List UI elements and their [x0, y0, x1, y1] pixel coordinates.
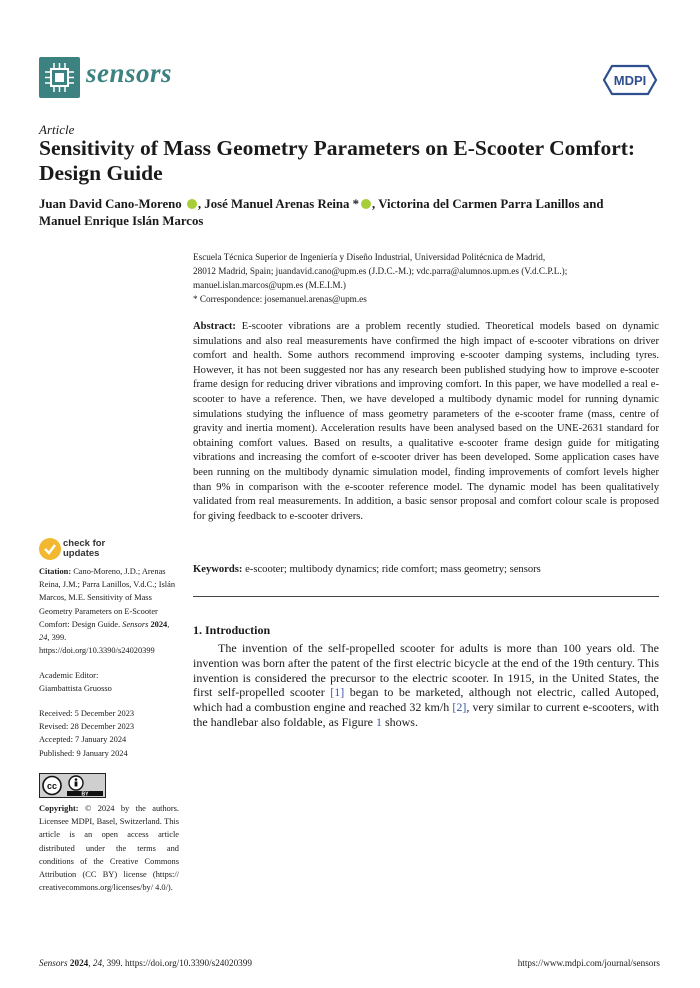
published-date: Published: 9 January 2024 — [39, 748, 128, 758]
author-1[interactable]: Juan David Cano-Moreno — [39, 197, 182, 211]
cc-license-icon[interactable] — [39, 773, 106, 798]
correspondence: * Correspondence: josemanuel.arenas@upm.es — [193, 294, 367, 304]
affiliation-line: manuel.islan.marcos@upm.es (M.E.I.M.) — [193, 280, 346, 290]
section-heading: 1. Introduction — [193, 623, 271, 637]
check-line: check for — [63, 538, 106, 549]
publisher-logo[interactable] — [602, 64, 658, 96]
footer-url[interactable]: https://www.mdpi.com/journal/sensors — [517, 958, 660, 968]
dates — [39, 707, 179, 760]
intro-text: , very similar to current e-scooters, with the handlebar also foldable, as Figure — [193, 700, 659, 729]
check-line: updates — [63, 548, 100, 559]
citation-volume: 24 — [39, 633, 48, 643]
abstract-label: Abstract: — [193, 321, 236, 332]
author-2[interactable]: José Manuel Arenas Reina * — [204, 197, 360, 211]
publisher-name: MDPI — [613, 73, 647, 88]
ref-link[interactable]: [2] — [452, 700, 467, 715]
figure-link[interactable]: 1 — [375, 714, 382, 729]
citation-journal: Sensors — [122, 619, 149, 629]
cc-label: cc — [46, 781, 58, 791]
keywords-text: e-scooter; multibody dynamics; ride comfort; mass geometry; sensors — [245, 564, 541, 575]
abstract-text: E-scooter vibrations are a problem recently studied. Theoretical models based on dynamic simulations and also real measurements have confirmed the high impact of e-scooter vibrations on driver comfort and health. Some authors recommend improving e-scooter damping systems, including tyres. However, it has not been suggested nor has any research been published studying how to improve e-scooter frame design for reducing driver vibrations and improving comfort. In this paper, we have modelled a real e-scooter to have a reference. Then, we have developed a multibody dynamic model for running dynamic simulations studying the influence of mass geometry parameters of the e-scooter frame (mass, centre of gravity and inertia moment). Acceleration results have been analysed based on the UNE-2631 standard for obtaining comfort values. Based on results, a qualitative e-scooter frame design guide for mitigating vibrations and increasing the comfort of e-scooter driver has been developed. Some application cases have been running on the multibody dynamic simulation model, finding improvements of comfort levels higher than 9% in comparison with the e-scooter reference model. The dynamic model has been qualitatively validated from real measurements. In addition, a basic sensor proposal and comfort colour scale is proposed for giving feedback to e-scooter drivers. — [193, 321, 659, 522]
footer-doi[interactable]: , 399. https://doi.org/10.3390/s24020399 — [102, 958, 252, 968]
footer-journal: Sensors — [39, 958, 68, 968]
keywords-label: Keywords: — [193, 564, 243, 575]
divider — [193, 596, 659, 597]
author-4[interactable]: Manuel Enrique Islán Marcos — [39, 214, 204, 228]
copyright-text: © 2024 by the authors. Licensee MDPI, Basel, Switzerland. This article is an open access article distributed under the terms and conditions of the Creative Commons Attribution (CC BY) license (https:// creativecommons.org/licenses/by/ 4.0/). — [39, 804, 179, 893]
editor-name: Giambattista Gruosso — [39, 684, 112, 694]
article-type: Article — [39, 122, 75, 137]
intro-paragraph — [193, 641, 659, 730]
abstract — [193, 320, 659, 524]
footer-volume: 24 — [92, 958, 103, 968]
orcid-icon[interactable] — [187, 199, 197, 209]
footer-citation: Sensors 2024, 24, 399. https://doi.org/10.3390/s24020399 — [39, 958, 252, 968]
academic-editor — [39, 669, 179, 695]
cc-by-label: BY — [81, 791, 89, 797]
intro-text: began to be marketed, although not electric, called Autoped, which had a combustion engine and reached 32 km/h — [193, 685, 659, 715]
intro-text: The invention of the self-propelled scooter for adults is more than 100 years old. The invention was born after the patent of the first electric bicycle at the end of the 19th century. This invention is considered the precursor to the electric scooter. In 1915, in the United States, the first self-propelled scooter — [193, 641, 659, 700]
journal-name: sensors — [86, 58, 173, 88]
article-title: Sensitivity of Mass Geometry Parameters on E-Scooter Comfort: Design Guide — [39, 136, 636, 185]
citation: Citation: Cano-Moreno, J.D.; Arenas Reina, J.M.; Parra Lanillos, V.d.C.; Islán Marcos, M.E. Sensitivity of Mass Geometry Parameters on E-Scooter Comfort: Design Guide. Sensors 2024, 24, 399. https://doi.org/10.3390/s24020399 — [39, 567, 176, 656]
author-list: Juan David Cano-Moreno , José Manuel Arenas Reina * , Victorina del Carmen Parra Lanillos and Manuel Enrique Islán Marcos — [39, 197, 604, 228]
editor-label: Academic Editor: — [39, 671, 99, 680]
affiliation-line: 28012 Madrid, Spain; juandavid.cano@upm.es (J.D.C.-M.); vdc.parra@alumnos.upm.es (V.d.C.P.L.); — [193, 266, 568, 276]
accepted-date: Accepted: 7 January 2024 — [39, 735, 127, 745]
citation-text: Cano-Moreno, J.D.; Arenas Reina, J.M.; Parra Lanillos, V.d.C.; Islán Marcos, M.E. Sensitivity of Mass Geometry Parameters on E-Scooter Comfort: Design Guide. — [39, 567, 176, 629]
footer-year: 2024 — [69, 958, 89, 968]
check-for-updates-icon[interactable] — [39, 538, 61, 560]
ref-link[interactable]: [1] — [330, 685, 345, 700]
check-for-updates[interactable] — [63, 539, 105, 559]
journal-logo-icon — [39, 57, 80, 98]
received-date: Received: 5 December 2023 — [39, 709, 135, 718]
orcid-icon[interactable] — [361, 199, 371, 209]
citation-year: 2024 — [150, 619, 168, 629]
revised-date: Revised: 28 December 2023 — [39, 722, 135, 732]
citation-doi[interactable]: , 399. https://doi.org/10.3390/s24020399 — [39, 633, 155, 656]
affiliation-line: Escuela Técnica Superior de Ingeniería y Diseño Industrial, Universidad Politécnica de Madrid, — [193, 252, 546, 262]
citation-label: Citation: — [39, 567, 72, 576]
affiliation — [193, 250, 663, 306]
keywords — [193, 564, 659, 575]
author-3[interactable]: Victorina del Carmen Parra Lanillos and — [378, 197, 604, 211]
intro-text: shows. — [381, 714, 418, 729]
copyright-label: Copyright: — [39, 804, 79, 813]
copyright — [39, 802, 179, 894]
